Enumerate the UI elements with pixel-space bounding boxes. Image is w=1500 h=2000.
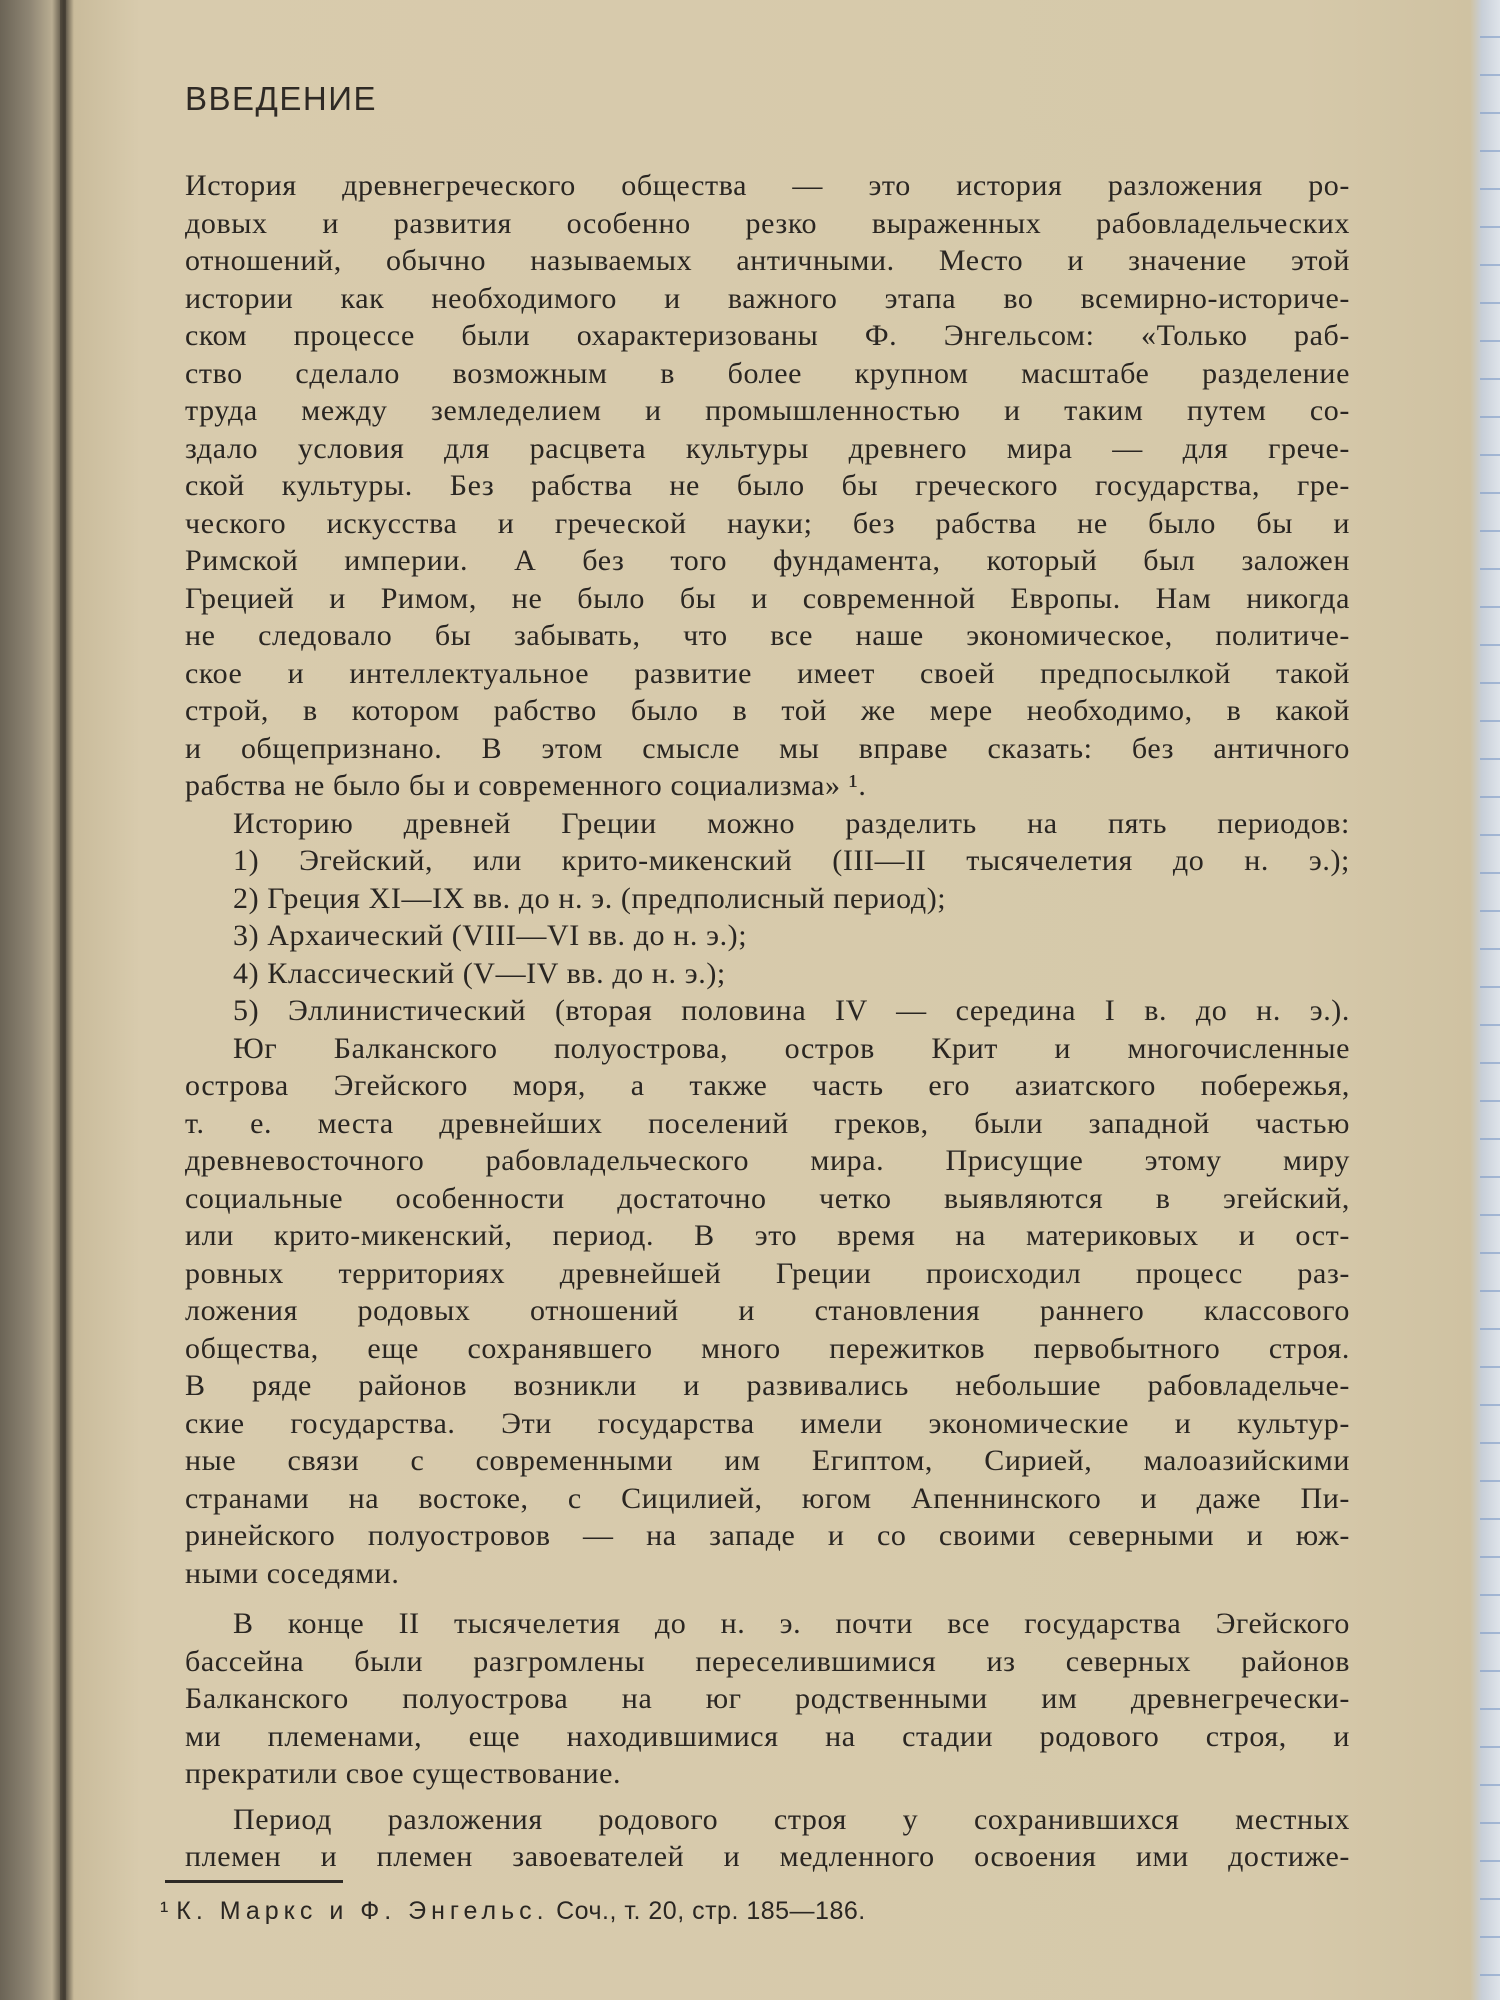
text-line: острова Эгейского моря, а также часть его азиатского побережья, bbox=[185, 1069, 1350, 1102]
text-line: 4) Классический (V—IV вв. до н. э.); bbox=[233, 956, 726, 990]
text-line: древневосточного рабовладельческого мира. Присущие этому миру bbox=[185, 1144, 1350, 1177]
text-line: ровных территориях древнейшей Греции происходил процесс раз- bbox=[185, 1256, 1350, 1290]
text-line: отношений, обычно называемых античными. Место и значение этой bbox=[185, 244, 1350, 277]
text-line: странами на востоке, с Сицилией, югом Апеннинского и даже Пи- bbox=[185, 1481, 1350, 1515]
chapter-title: ВВЕДЕНИЕ bbox=[185, 80, 377, 117]
text-line: 5) Эллинистический (вторая половина IV — середина I в. до н. э.). bbox=[233, 994, 1350, 1027]
text-line: прекратили свое существование. bbox=[185, 1757, 622, 1790]
text-line: труда между земледелием и промышленностью и таким путем со- bbox=[185, 394, 1350, 427]
text-line: строй, в котором рабство было в той же мере необходимо, в какой bbox=[185, 694, 1350, 727]
text-line: В конце II тысячелетия до н. э. почти все государства Эгейского bbox=[233, 1607, 1350, 1640]
footnote-rule bbox=[165, 1880, 343, 1883]
body-text bbox=[185, 167, 1350, 1876]
text-line: довых и развития особенно резко выраженных рабовладельческих bbox=[185, 206, 1350, 240]
text-line: 2) Греция XI—IX вв. до н. э. (предполисный период); bbox=[233, 881, 947, 915]
text-line: ском процессе были охарактеризованы Ф. Энгельсом: «Только раб- bbox=[185, 319, 1350, 352]
text-line: 3) Архаический (VIII—VI вв. до н. э.); bbox=[233, 919, 748, 952]
text-line: здало условия для расцвета культуры древнего мира — для грече- bbox=[185, 431, 1350, 465]
text-line: и общепризнано. В этом смысле мы вправе сказать: без античного bbox=[185, 731, 1350, 765]
text-line: племен и племен завоевателей и медленного освоения ими достиже- bbox=[185, 1840, 1350, 1873]
text-line: Балканского полуострова на юг родственными им древнегречески- bbox=[185, 1682, 1350, 1715]
text-line: истории как необходимого и важного этапа во всемирно-историче- bbox=[185, 281, 1350, 315]
text-line: ское и интеллектуальное развитие имеет своей предпосылкой такой bbox=[185, 656, 1350, 690]
text-line: социальные особенности достаточно четко выявляются в эгейский, bbox=[185, 1181, 1350, 1215]
text-line: 1) Эгейский, или крито-микенский (III—II тысячелетия до н. э.); bbox=[233, 844, 1350, 877]
text-line: Юг Балканского полуострова, остров Крит и многочисленные bbox=[233, 1031, 1350, 1065]
text-line: ными соседями. bbox=[185, 1556, 400, 1590]
text-line: Грецией и Римом, не было бы и современной Европы. Нам никогда bbox=[185, 581, 1350, 615]
footnote bbox=[160, 1897, 866, 1926]
text-line: ческого искусства и греческой науки; без рабства не было бы и bbox=[185, 506, 1350, 540]
text-line: История древнегреческого общества — это история разложения ро- bbox=[185, 169, 1350, 202]
text-line: или крито-микенский, период. В это время на материковых и ост- bbox=[185, 1219, 1350, 1252]
text-line: ские государства. Эти государства имели экономические и культур- bbox=[185, 1406, 1350, 1440]
book-spine-shadow bbox=[60, 0, 66, 2000]
text-line: ми племенами, еще находившимися на стадии родового строя, и bbox=[185, 1719, 1350, 1753]
lined-paper-edge bbox=[1480, 0, 1500, 2000]
text-line: Римской империи. А без того фундамента, который был заложен bbox=[185, 544, 1350, 577]
text-line: Историю древней Греции можно разделить на пять периодов: bbox=[233, 806, 1350, 840]
text-line: бассейна были разгромлены переселившимися из северных районов bbox=[185, 1644, 1350, 1678]
footnote-authors: К. Маркс и Ф. Энгельс. bbox=[176, 1897, 549, 1925]
text-line: ринейского полуостровов — на западе и со своими северными и юж- bbox=[185, 1519, 1350, 1552]
footnote-mark: ¹ bbox=[160, 1897, 169, 1925]
text-line: ложения родовых отношений и становления раннего классового bbox=[185, 1294, 1350, 1327]
text-line: ные связи с современными им Египтом, Сирией, малоазийскими bbox=[185, 1444, 1350, 1477]
text-line: рабства не было бы и современного социализма» ¹. bbox=[185, 769, 867, 802]
text-line: общества, еще сохранявшего много пережитков первобытного строя. bbox=[185, 1331, 1350, 1365]
text-line: не следовало бы забывать, что все наше экономическое, политиче- bbox=[185, 619, 1350, 652]
text-line: ской культуры. Без рабства не было бы греческого государства, гре- bbox=[185, 469, 1350, 502]
footnote-reference: Соч., т. 20, стр. 185—186. bbox=[556, 1897, 866, 1925]
text-line: В ряде районов возникли и развивались небольшие рабовладельче- bbox=[185, 1369, 1350, 1402]
text-line: т. е. места древнейших поселений греков, были западной частью bbox=[185, 1106, 1350, 1140]
text-line: Период разложения родового строя у сохранившихся местных bbox=[233, 1802, 1350, 1836]
text-line: ство сделало возможным в более крупном масштабе разделение bbox=[185, 356, 1350, 390]
